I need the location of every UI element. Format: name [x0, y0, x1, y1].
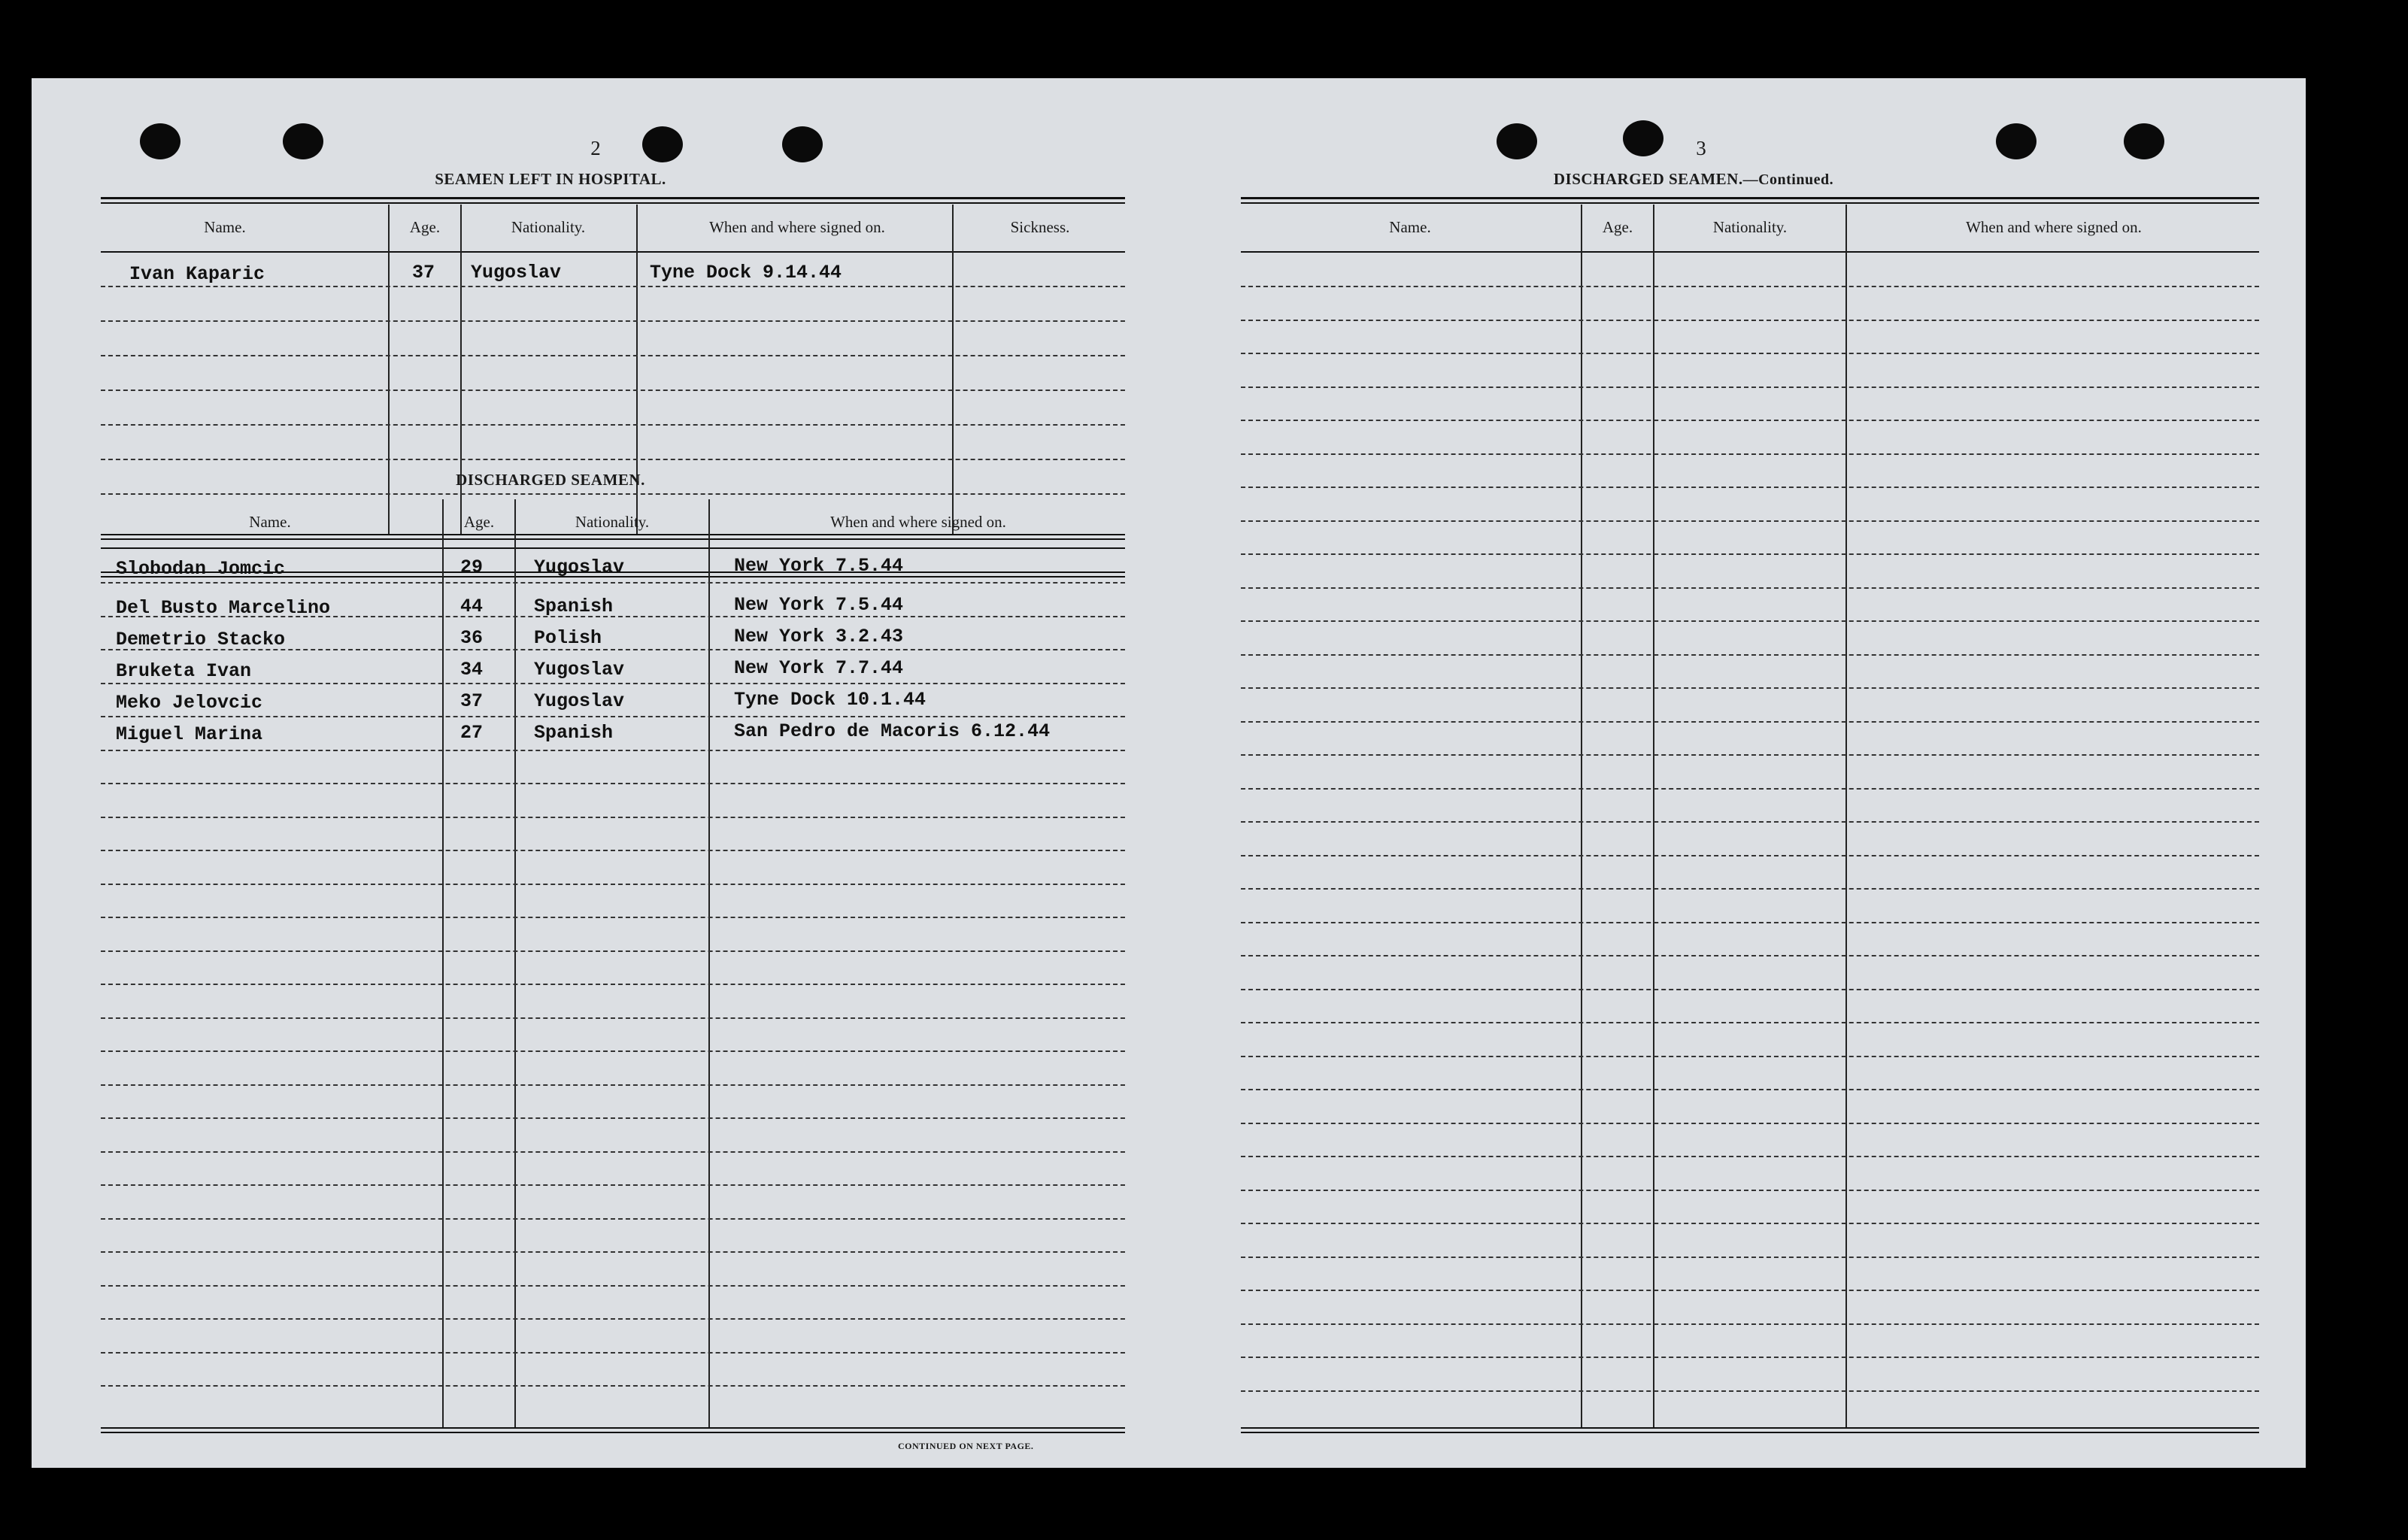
row-line [1241, 286, 2259, 287]
row-line [1241, 855, 2259, 856]
row-line [101, 1017, 1125, 1019]
row-line [1241, 553, 2259, 555]
row-line [101, 616, 1125, 617]
row-line [101, 884, 1125, 885]
row-line [1241, 487, 2259, 488]
row-line [101, 783, 1125, 784]
punch-hole [2124, 123, 2164, 159]
row-line [1241, 587, 2259, 589]
title-main: DISCHARGED SEAMEN. [1553, 170, 1743, 188]
column-header-signed-on: When and where signed on. [709, 218, 885, 236]
row-line [101, 1151, 1125, 1153]
row-line [1241, 1323, 2259, 1325]
row-line [1241, 654, 2259, 656]
seaman-nationality: Yugoslav [534, 690, 625, 712]
row-line [101, 683, 1125, 684]
row-line [1241, 320, 2259, 321]
page-number: 2 [590, 137, 601, 159]
seaman-name: Demetrio Stacko [116, 629, 286, 650]
row-line [1241, 754, 2259, 756]
continued-note: CONTINUED ON NEXT PAGE. [898, 1441, 1034, 1451]
table-top-rule [101, 202, 1125, 204]
row-line [1241, 989, 2259, 990]
row-line [101, 1352, 1125, 1354]
seaman-nationality: Yugoslav [534, 659, 625, 681]
row-line [101, 1184, 1125, 1186]
punch-hole [283, 123, 323, 159]
seaman-signed-on: Tyne Dock 9.14.44 [650, 262, 842, 283]
seaman-age: 37 [412, 262, 435, 283]
table-bottom-rule [1241, 1432, 2259, 1433]
row-line [1241, 922, 2259, 923]
column-header-nationality: Nationality. [1712, 218, 1788, 236]
row-line [101, 1218, 1125, 1220]
row-line [101, 390, 1125, 391]
seaman-name: Meko Jelovcic [116, 692, 263, 714]
row-line [1241, 1190, 2259, 1191]
row-line [1241, 387, 2259, 388]
row-line [1241, 721, 2259, 723]
punch-hole [1623, 120, 1663, 156]
row-line [101, 716, 1125, 717]
row-line [1241, 420, 2259, 421]
page-number: 3 [1696, 137, 1706, 159]
seaman-age: 44 [460, 596, 484, 617]
seaman-nationality: Yugoslav [534, 556, 625, 578]
row-line [101, 320, 1125, 322]
row-line [1241, 1223, 2259, 1224]
column-divider [1653, 205, 1654, 1429]
title-suffix: —Continued. [1742, 171, 1834, 188]
row-line [1241, 520, 2259, 522]
column-divider [952, 205, 954, 535]
punch-hole [782, 126, 823, 162]
seaman-signed-on: New York 7.7.44 [734, 657, 904, 679]
row-line [101, 850, 1125, 851]
row-line [1241, 788, 2259, 790]
seaman-nationality: Yugoslav [471, 262, 562, 283]
column-header-age: Age. [1602, 218, 1633, 236]
table-bottom-rule [1241, 1427, 2259, 1429]
discharged-continued-title [1521, 170, 1867, 189]
header-bottom-rule [1241, 251, 2259, 253]
row-line [101, 917, 1125, 918]
column-divider [1845, 205, 1847, 1429]
row-line [101, 950, 1125, 952]
row-line [1241, 1357, 2259, 1358]
row-line [101, 750, 1125, 751]
column-header-nationality: Nationality. [511, 218, 586, 236]
seaman-name: Bruketa Ivan [116, 660, 252, 682]
seaman-signed-on: New York 7.5.44 [734, 594, 904, 616]
row-line [101, 582, 1125, 584]
seaman-age: 29 [460, 556, 484, 578]
seaman-age: 36 [460, 627, 484, 649]
row-line [1241, 620, 2259, 622]
column-divider [1581, 205, 1582, 1429]
row-line [101, 355, 1125, 356]
row-line [101, 424, 1125, 426]
seaman-name: Miguel Marina [116, 723, 263, 745]
column-header-age: Age. [463, 513, 495, 531]
row-line [101, 1084, 1125, 1086]
row-line [101, 817, 1125, 818]
punch-hole [140, 123, 180, 159]
column-header-name: Name. [1389, 218, 1431, 236]
row-line [1241, 888, 2259, 890]
column-divider [708, 499, 710, 1429]
row-line [101, 459, 1125, 460]
column-header-name: Name. [204, 218, 246, 236]
column-header-signed-on: When and where signed on. [1966, 218, 2142, 236]
table-bottom-rule [101, 1432, 1125, 1433]
row-line [1241, 1123, 2259, 1124]
row-line [1241, 1390, 2259, 1392]
row-line [1241, 1156, 2259, 1157]
seaman-name: Del Busto Marcelino [116, 597, 331, 619]
seaman-signed-on: Tyne Dock 10.1.44 [734, 689, 927, 711]
seaman-name: Slobodan Jomcic [116, 558, 286, 580]
row-line [1241, 955, 2259, 956]
header-bottom-rule [101, 547, 1125, 549]
table-top-rule [1241, 197, 2259, 199]
row-line [101, 649, 1125, 650]
punch-hole [1996, 123, 2036, 159]
row-line [101, 1251, 1125, 1253]
column-divider [388, 205, 390, 535]
table-top-rule [101, 197, 1125, 199]
seaman-signed-on: San Pedro de Macoris 6.12.44 [734, 720, 1051, 742]
seaman-signed-on: New York 7.5.44 [734, 555, 904, 577]
row-line [1241, 1056, 2259, 1057]
column-header-sickness: Sickness. [1010, 218, 1070, 236]
row-line [1241, 1022, 2259, 1023]
row-line [1241, 821, 2259, 823]
row-line [1241, 453, 2259, 455]
discharged-section-title: DISCHARGED SEAMEN. [456, 471, 645, 489]
row-line [101, 1285, 1125, 1287]
column-header-signed-on: When and where signed on. [830, 513, 1006, 531]
column-divider [514, 499, 516, 1429]
row-line [101, 286, 1125, 287]
section-rule [101, 538, 1125, 540]
row-line [101, 1050, 1125, 1052]
hospital-section-title: SEAMEN LEFT IN HOSPITAL. [435, 170, 666, 188]
seaman-nationality: Polish [534, 627, 602, 649]
table-bottom-rule [101, 1427, 1125, 1429]
row-line [101, 493, 1125, 495]
seaman-nationality: Spanish [534, 722, 614, 744]
seaman-name: Ivan Kaparic [129, 263, 265, 285]
row-line [101, 1385, 1125, 1387]
seaman-age: 37 [460, 690, 484, 712]
table-top-rule [1241, 202, 2259, 204]
column-header-name: Name. [249, 513, 291, 531]
seaman-age: 34 [460, 659, 484, 681]
document-sheet [32, 78, 2306, 1468]
column-divider [442, 499, 444, 1429]
punch-hole [1497, 123, 1537, 159]
row-line [101, 984, 1125, 985]
header-bottom-rule [101, 251, 1125, 253]
seaman-age: 27 [460, 722, 484, 744]
seaman-signed-on: New York 3.2.43 [734, 626, 904, 647]
column-header-age: Age. [409, 218, 441, 236]
row-line [101, 1117, 1125, 1119]
row-line [1241, 1290, 2259, 1291]
section-rule [101, 534, 1125, 535]
row-line [1241, 687, 2259, 689]
row-line [1241, 1089, 2259, 1090]
row-line [101, 1318, 1125, 1320]
row-line [1241, 1257, 2259, 1258]
column-header-nationality: Nationality. [575, 513, 650, 531]
seaman-nationality: Spanish [534, 596, 614, 617]
row-line [1241, 353, 2259, 354]
punch-hole [642, 126, 683, 162]
